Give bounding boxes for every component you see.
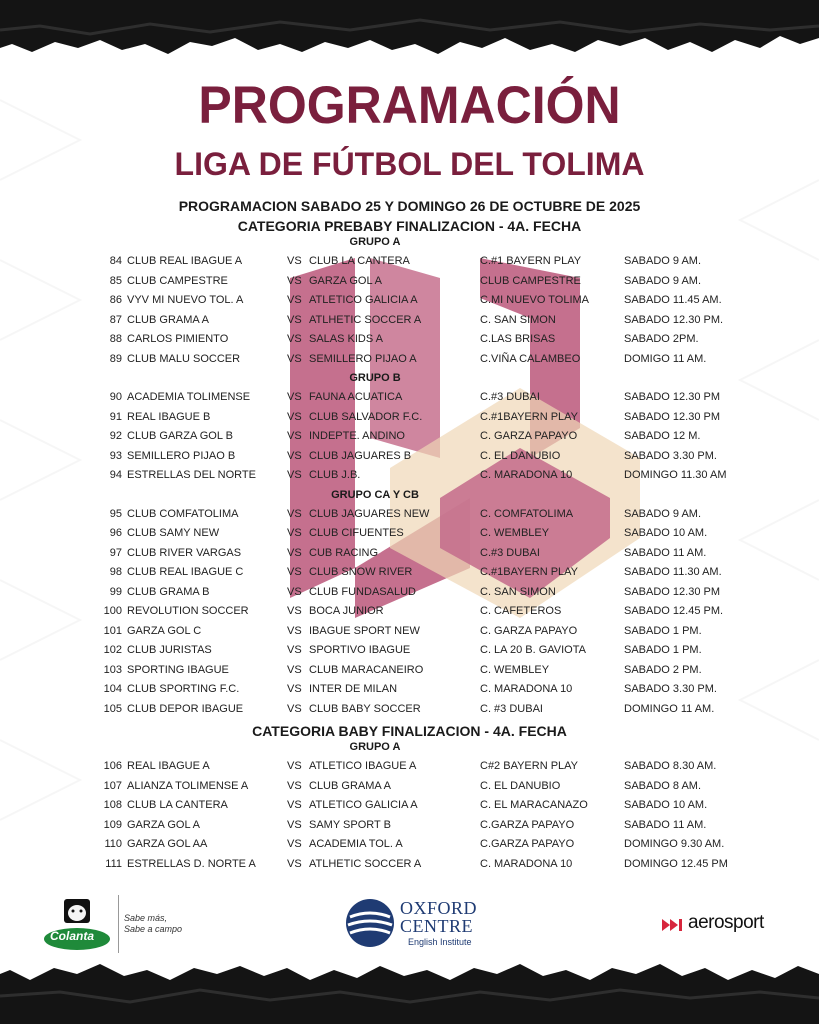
match-number: 85 (109, 274, 122, 287)
match-venue: CLUB CAMPESTRE (480, 274, 581, 287)
match-time: SABADO 11.30 AM. (624, 566, 722, 578)
home-team: REAL IBAGUE B (127, 410, 211, 423)
match-venue: C.#1BAYERN PLAY (480, 410, 579, 423)
match-venue: C.LAS BRISAS (480, 333, 556, 345)
match-venue: C. EL MARACANAZO (480, 799, 588, 811)
match-row (0, 683, 819, 702)
away-team: ACADEMIA TOL. A (309, 838, 403, 850)
match-row (0, 391, 819, 410)
match-time: SABADO 11 AM. (624, 818, 707, 831)
match-time: SABADO 1 PM. (624, 624, 702, 637)
match-number: 105 (103, 702, 122, 715)
home-team: CLUB GARZA GOL B (127, 430, 233, 442)
match-number: 94 (109, 469, 122, 481)
vs-label: VS (287, 799, 302, 811)
match-venue: C.GARZA PAPAYO (480, 818, 575, 831)
match-time: SABADO 12.45 PM. (624, 605, 724, 617)
match-row (0, 450, 819, 469)
match-time: SABADO 12.30 PM. (624, 313, 724, 326)
match-time: SABADO 11 AM. (624, 546, 707, 559)
vs-label: VS (287, 274, 302, 287)
home-team: CLUB REAL IBAGUE A (127, 255, 243, 267)
match-venue: C. EL DANUBIO (480, 449, 561, 462)
match-number: 104 (103, 683, 122, 695)
match-number: 89 (109, 352, 122, 365)
home-team: SPORTING IBAGUE (127, 663, 229, 676)
match-time: SABADO 9 AM. (624, 255, 702, 267)
away-team: GARZA GOL A (309, 274, 382, 287)
away-team: CLUB SNOW RIVER (309, 566, 413, 578)
match-row (0, 664, 819, 683)
home-team: GARZA GOL A (127, 818, 200, 831)
away-team: BOCA JUNIOR (309, 605, 384, 617)
vs-label: VS (287, 838, 302, 850)
home-team: CLUB COMFATOLIMA (127, 507, 239, 520)
colanta-slogan-line-1: Sabe más, (124, 913, 168, 923)
match-venue: C. LA 20 B. GAVIOTA (480, 644, 586, 656)
match-row (0, 625, 819, 644)
match-number: 99 (109, 585, 122, 598)
home-team: CLUB LA CANTERA (127, 799, 228, 811)
match-number: 88 (109, 333, 122, 345)
match-row (0, 547, 819, 566)
home-team: GARZA GOL AA (127, 838, 208, 850)
away-team: FAUNA ACUATICA (309, 391, 403, 403)
match-time: SABADO 1 PM. (624, 644, 702, 656)
vs-label: VS (287, 507, 302, 520)
oxford-subtitle: English Institute (408, 937, 472, 947)
group-heading: GRUPO A (349, 741, 401, 753)
match-number: 110 (104, 838, 122, 850)
away-team: INTER DE MILAN (309, 683, 398, 695)
match-time: DOMINGO 11 AM. (624, 702, 715, 715)
match-venue: C. CAFETEROS (480, 605, 562, 617)
match-time: SABADO 3.30 PM. (624, 683, 717, 695)
vs-label: VS (287, 779, 302, 792)
home-team: CLUB GRAMA B (127, 585, 210, 598)
match-number: 100 (103, 605, 122, 617)
vs-label: VS (287, 818, 302, 831)
match-row (0, 566, 819, 585)
home-team: GARZA GOL C (127, 624, 202, 637)
home-team: SEMILLERO PIJAO B (127, 449, 236, 462)
vs-label: VS (287, 546, 302, 559)
match-number: 107 (103, 779, 122, 792)
match-time: DOMINGO 9.30 AM. (624, 838, 725, 850)
vs-label: VS (287, 605, 302, 617)
match-row (0, 314, 819, 333)
home-team: VYV MI NUEVO TOL. A (127, 294, 244, 306)
home-team: CLUB DEPOR IBAGUE (127, 702, 244, 715)
vs-label: VS (287, 624, 302, 637)
away-team: CLUB SALVADOR F.C. (309, 410, 423, 423)
away-team: CUB RACING (309, 546, 379, 559)
match-number: 101 (103, 624, 122, 637)
away-team: SAMY SPORT B (309, 818, 391, 831)
home-team: ESTRELLAS DEL NORTE (127, 469, 256, 481)
match-row (0, 780, 819, 799)
home-team: ALIANZA TOLIMENSE A (127, 779, 249, 792)
match-venue: C. SAN SIMON (480, 313, 556, 326)
match-number: 111 (105, 857, 122, 870)
match-row (0, 605, 819, 624)
match-number: 97 (109, 546, 122, 559)
vs-label: VS (287, 352, 302, 365)
vs-label: VS (287, 410, 302, 423)
away-team: CLUB BABY SOCCER (309, 702, 421, 715)
match-number: 102 (103, 644, 122, 656)
schedule-dates-heading: PROGRAMACION SABADO 25 Y DOMINGO 26 DE OCTUBRE DE 2025 (178, 198, 641, 214)
home-team: CLUB SAMY NEW (127, 527, 220, 539)
match-number: 93 (109, 449, 122, 462)
away-team: ATLETICO IBAGUE A (309, 760, 417, 772)
match-venue: C.MI NUEVO TOLIMA (480, 294, 590, 306)
match-time: SABADO 12.30 PM (624, 391, 720, 403)
match-time: SABADO 10 AM. (624, 527, 708, 539)
vs-label: VS (287, 391, 302, 403)
match-venue: C. WEMBLEY (480, 663, 550, 676)
vs-label: VS (287, 683, 302, 695)
away-team: CLUB CIFUENTES (309, 527, 404, 539)
vs-label: VS (287, 663, 302, 676)
home-team: CLUB REAL IBAGUE C (127, 566, 244, 578)
match-time: DOMINGO 11.30 AM (624, 469, 727, 481)
match-venue: C. MARADONA 10 (480, 857, 573, 870)
match-venue: C.#3 DUBAI (480, 391, 540, 403)
match-row (0, 760, 819, 779)
match-time: SABADO 12 M. (624, 430, 701, 442)
vs-label: VS (287, 760, 302, 772)
group-heading: GRUPO B (349, 372, 401, 384)
match-time: SABADO 10 AM. (624, 799, 708, 811)
home-team: CLUB MALU SOCCER (127, 352, 241, 365)
match-row (0, 255, 819, 274)
vs-label: VS (287, 566, 302, 578)
colanta-slogan (124, 913, 182, 935)
match-venue: C. #3 DUBAI (480, 702, 543, 715)
vs-label: VS (287, 857, 302, 870)
away-team: CLUB GRAMA A (309, 779, 391, 792)
colanta-brand-name: Colanta (50, 929, 95, 943)
away-team: CLUB JAGUARES NEW (309, 507, 430, 520)
vs-label: VS (287, 333, 302, 345)
match-venue: C.#1BAYERN PLAY (480, 566, 579, 578)
match-time: DOMINGO 12.45 PM (624, 857, 728, 870)
match-number: 91 (109, 410, 122, 423)
home-team: CLUB GRAMA A (127, 313, 209, 326)
oxford-name-line-1: OXFORD (400, 898, 478, 918)
vs-label: VS (287, 702, 302, 715)
match-number: 95 (109, 507, 122, 520)
match-venue: C. MARADONA 10 (480, 683, 573, 695)
match-row (0, 858, 819, 877)
match-time: DOMIGO 11 AM. (624, 352, 707, 365)
page-title: PROGRAMACIÓN (198, 75, 621, 135)
match-venue: C.#1 BAYERN PLAY (480, 255, 582, 267)
vs-label: VS (287, 449, 302, 462)
match-time: SABADO 9 AM. (624, 274, 702, 287)
away-team: SPORTIVO IBAGUE (309, 644, 411, 656)
match-row (0, 799, 819, 818)
match-number: 92 (109, 430, 122, 442)
match-number: 84 (109, 255, 122, 267)
fast-forward-icon (662, 919, 688, 931)
away-team: SEMILLERO PIJAO A (309, 352, 417, 365)
match-number: 90 (109, 391, 122, 403)
sponsor-bar (0, 893, 819, 963)
away-team: CLUB JAGUARES B (309, 449, 412, 462)
away-team: CLUB MARACANEIRO (309, 663, 424, 676)
match-row (0, 333, 819, 352)
oxford-brand-name (400, 899, 477, 935)
home-team: CLUB SPORTING F.C. (127, 683, 240, 695)
match-venue: C.GARZA PAPAYO (480, 838, 575, 850)
home-team: REAL IBAGUE A (127, 760, 210, 772)
vs-label: VS (287, 313, 302, 326)
group-heading: GRUPO A (349, 236, 401, 248)
league-subtitle: LIGA DE FÚTBOL DEL TOLIMA (174, 146, 645, 182)
match-number: 86 (109, 294, 122, 306)
vs-label: VS (287, 430, 302, 442)
match-row (0, 294, 819, 313)
match-venue: C. EL DANUBIO (480, 779, 561, 792)
vs-label: VS (287, 644, 302, 656)
match-time: SABADO 2 PM. (624, 663, 702, 676)
match-number: 109 (103, 818, 122, 831)
match-number: 108 (103, 799, 122, 811)
match-row (0, 703, 819, 722)
sponsor-divider (118, 895, 119, 953)
aerosport-brand-name: aerosport (688, 912, 764, 933)
away-team: ATLHETIC SOCCER A (309, 857, 422, 870)
match-venue: C. GARZA PAPAYO (480, 430, 578, 442)
match-time: SABADO 3.30 PM. (624, 449, 717, 462)
match-row (0, 644, 819, 663)
match-number: 96 (109, 527, 122, 539)
away-team: INDEPTE. ANDINO (309, 430, 405, 442)
match-row (0, 411, 819, 430)
group-heading: GRUPO CA Y CB (331, 488, 419, 501)
away-team: ATLHETIC SOCCER A (309, 313, 422, 326)
home-team: CLUB JURISTAS (127, 644, 212, 656)
match-time: SABADO 12.30 PM (624, 410, 720, 423)
vs-label: VS (287, 527, 302, 539)
match-row (0, 819, 819, 838)
match-row (0, 527, 819, 546)
match-venue: C. WEMBLEY (480, 527, 550, 539)
match-number: 106 (103, 760, 122, 772)
away-team: SALAS KIDS A (309, 333, 383, 345)
away-team: CLUB LA CANTERA (309, 255, 410, 267)
match-venue: C. COMFATOLIMA (480, 507, 574, 520)
match-row (0, 430, 819, 449)
home-team: CLUB CAMPESTRE (127, 274, 228, 287)
globe-icon (344, 897, 396, 949)
vs-label: VS (287, 294, 302, 306)
match-number: 98 (109, 566, 122, 578)
match-venue: C#2 BAYERN PLAY (480, 760, 579, 772)
match-time: SABADO 8 AM. (624, 779, 702, 792)
match-time: SABADO 8.30 AM. (624, 760, 717, 772)
away-team: CLUB J.B. (309, 469, 361, 481)
match-row (0, 353, 819, 372)
match-venue: C. GARZA PAPAYO (480, 624, 578, 637)
home-team: CARLOS PIMIENTO (127, 333, 229, 345)
away-team: CLUB FUNDASALUD (309, 585, 416, 598)
cow-icon (40, 897, 116, 953)
away-team: ATLETICO GALICIA A (309, 294, 418, 306)
match-venue: C. SAN SIMON (480, 585, 556, 598)
match-time: SABADO 11.45 AM. (624, 294, 722, 306)
home-team: REVOLUTION SOCCER (127, 605, 249, 617)
match-venue: C. MARADONA 10 (480, 469, 573, 481)
match-row (0, 508, 819, 527)
away-team: ATLETICO GALICIA A (309, 799, 418, 811)
oxford-name-line-2: CENTRE (400, 916, 473, 936)
home-team: ACADEMIA TOLIMENSE (127, 391, 251, 403)
match-venue: C.VIÑA CALAMBEO (480, 352, 581, 365)
category-heading: CATEGORIA BABY FINALIZACION - 4A. FECHA (252, 723, 567, 739)
match-time: SABADO 12.30 PM (624, 585, 720, 598)
match-row (0, 586, 819, 605)
match-venue: C.#3 DUBAI (480, 546, 540, 559)
match-time: SABADO 2PM. (624, 333, 699, 345)
vs-label: VS (287, 469, 302, 481)
vs-label: VS (287, 255, 302, 267)
match-row (0, 275, 819, 294)
category-heading: CATEGORIA PREBABY FINALIZACION - 4A. FECHA (237, 218, 582, 234)
away-team: IBAGUE SPORT NEW (309, 624, 420, 637)
vs-label: VS (287, 585, 302, 598)
home-team: CLUB RIVER VARGAS (127, 546, 242, 559)
match-row (0, 838, 819, 857)
match-row (0, 469, 819, 488)
home-team: ESTRELLAS D. NORTE A (127, 857, 256, 870)
colanta-slogan-line-2: Sabe a campo (124, 924, 183, 934)
match-number: 103 (103, 663, 122, 676)
match-number: 87 (109, 313, 122, 326)
match-time: SABADO 9 AM. (624, 507, 702, 520)
